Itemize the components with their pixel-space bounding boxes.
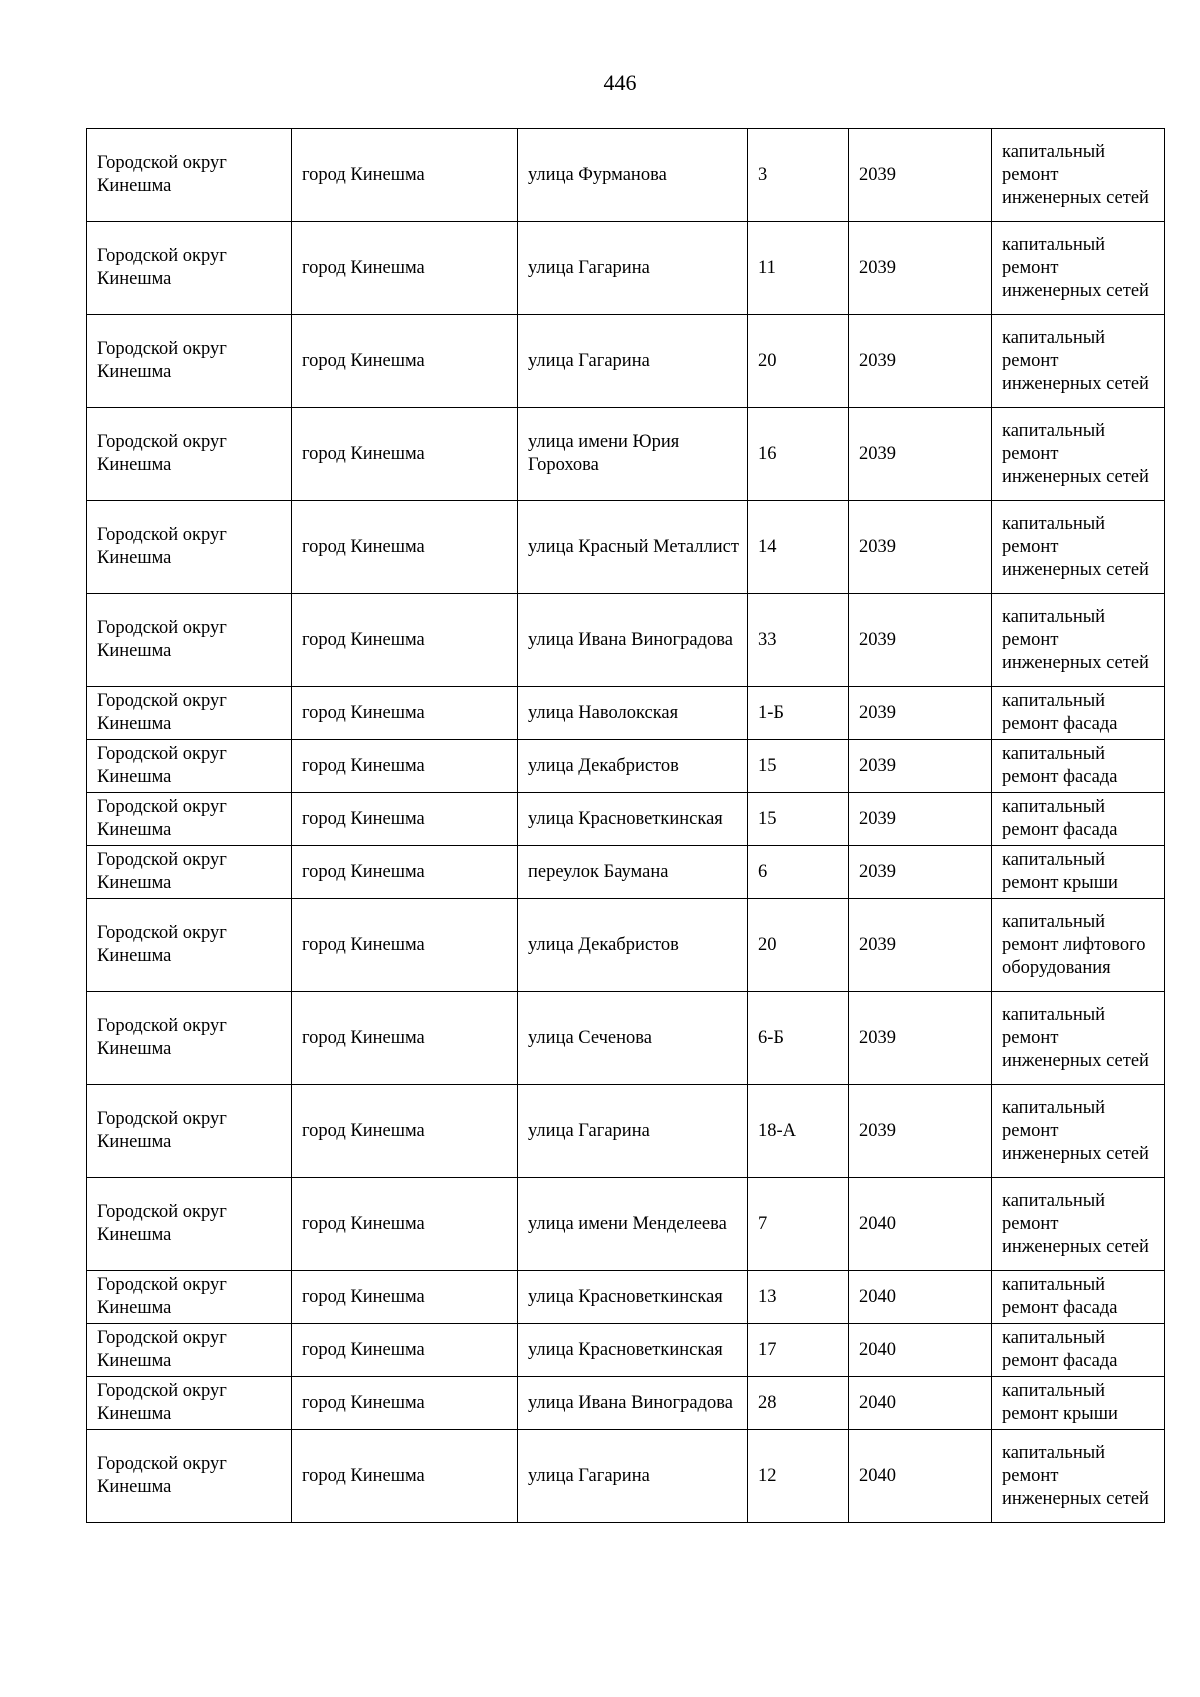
table-row [87,408,1165,501]
work-type-cell: капитальный ремонт инженерных сетей [992,501,1165,594]
work-type-cell: капитальный ремонт инженерных сетей [992,408,1165,501]
district-cell: Городской округ Кинешма [87,1085,292,1178]
district-cell: Городской округ Кинешма [87,1324,292,1377]
year-cell: 2039 [849,501,992,594]
street-cell: улица Гагарина [518,315,748,408]
house-number-cell: 16 [748,408,849,501]
table-row [87,740,1165,793]
street-cell: улица Гагарина [518,1085,748,1178]
locality-cell: город Кинешма [292,594,518,687]
work-type-cell: капитальный ремонт фасада [992,1271,1165,1324]
locality-cell: город Кинешма [292,793,518,846]
table-row [87,1178,1165,1271]
locality-cell: город Кинешма [292,129,518,222]
house-number-cell: 12 [748,1430,849,1523]
year-cell: 2040 [849,1271,992,1324]
year-cell: 2040 [849,1430,992,1523]
table-row [87,594,1165,687]
table-row [87,315,1165,408]
work-type-cell: капитальный ремонт крыши [992,1377,1165,1430]
work-type-cell: капитальный ремонт инженерных сетей [992,129,1165,222]
house-number-cell: 20 [748,899,849,992]
year-cell: 2040 [849,1377,992,1430]
district-cell: Городской округ Кинешма [87,1377,292,1430]
table-row [87,1085,1165,1178]
street-cell: улица имени Менделеева [518,1178,748,1271]
year-cell: 2039 [849,408,992,501]
work-type-cell: капитальный ремонт инженерных сетей [992,1430,1165,1523]
street-cell: улица Наволокская [518,687,748,740]
house-number-cell: 28 [748,1377,849,1430]
work-type-cell: капитальный ремонт фасада [992,687,1165,740]
locality-cell: город Кинешма [292,899,518,992]
work-type-cell: капитальный ремонт инженерных сетей [992,1178,1165,1271]
year-cell: 2039 [849,129,992,222]
street-cell: улица Красноветкинская [518,1271,748,1324]
street-cell: улица Гагарина [518,222,748,315]
district-cell: Городской округ Кинешма [87,222,292,315]
house-number-cell: 13 [748,1271,849,1324]
year-cell: 2039 [849,1085,992,1178]
district-cell: Городской округ Кинешма [87,129,292,222]
house-number-cell: 15 [748,740,849,793]
district-cell: Городской округ Кинешма [87,793,292,846]
street-cell: переулок Баумана [518,846,748,899]
table-row [87,1377,1165,1430]
locality-cell: город Кинешма [292,846,518,899]
work-type-cell: капитальный ремонт инженерных сетей [992,1085,1165,1178]
street-cell: улица Сеченова [518,992,748,1085]
work-type-cell: капитальный ремонт фасада [992,793,1165,846]
locality-cell: город Кинешма [292,992,518,1085]
table-row [87,1271,1165,1324]
page-number: 446 [603,70,637,95]
house-number-cell: 20 [748,315,849,408]
work-type-cell: капитальный ремонт инженерных сетей [992,594,1165,687]
house-number-cell: 15 [748,793,849,846]
street-cell: улица Красный Металлист [518,501,748,594]
year-cell: 2040 [849,1178,992,1271]
locality-cell: город Кинешма [292,1430,518,1523]
house-number-cell: 33 [748,594,849,687]
locality-cell: город Кинешма [292,687,518,740]
table-row [87,1324,1165,1377]
table-body [87,129,1165,1523]
year-cell: 2039 [849,594,992,687]
house-number-cell: 6 [748,846,849,899]
work-type-cell: капитальный ремонт фасада [992,1324,1165,1377]
work-type-cell: капитальный ремонт фасада [992,740,1165,793]
work-type-cell: капитальный ремонт инженерных сетей [992,222,1165,315]
year-cell: 2039 [849,793,992,846]
house-number-cell: 17 [748,1324,849,1377]
street-cell: улица Фурманова [518,129,748,222]
district-cell: Городской округ Кинешма [87,408,292,501]
house-number-cell: 3 [748,129,849,222]
street-cell: улица Красноветкинская [518,793,748,846]
locality-cell: город Кинешма [292,315,518,408]
district-cell: Городской округ Кинешма [87,992,292,1085]
table-row [87,992,1165,1085]
house-number-cell: 1-Б [748,687,849,740]
locality-cell: город Кинешма [292,1271,518,1324]
table-row [87,501,1165,594]
locality-cell: город Кинешма [292,1085,518,1178]
locality-cell: город Кинешма [292,222,518,315]
locality-cell: город Кинешма [292,740,518,793]
house-number-cell: 11 [748,222,849,315]
district-cell: Городской округ Кинешма [87,1430,292,1523]
district-cell: Городской округ Кинешма [87,1271,292,1324]
locality-cell: город Кинешма [292,408,518,501]
year-cell: 2040 [849,1324,992,1377]
district-cell: Городской округ Кинешма [87,594,292,687]
year-cell: 2039 [849,899,992,992]
repair-schedule-table [86,128,1165,1523]
street-cell: улица Красноветкинская [518,1324,748,1377]
locality-cell: город Кинешма [292,1324,518,1377]
year-cell: 2039 [849,740,992,793]
table-row [87,1430,1165,1523]
house-number-cell: 6-Б [748,992,849,1085]
locality-cell: город Кинешма [292,501,518,594]
work-type-cell: капитальный ремонт инженерных сетей [992,315,1165,408]
district-cell: Городской округ Кинешма [87,687,292,740]
table-row [87,899,1165,992]
work-type-cell: капитальный ремонт инженерных сетей [992,992,1165,1085]
street-cell: улица имени Юрия Горохова [518,408,748,501]
year-cell: 2039 [849,222,992,315]
table-row [87,129,1165,222]
house-number-cell: 14 [748,501,849,594]
table-row [87,793,1165,846]
street-cell: улица Гагарина [518,1430,748,1523]
year-cell: 2039 [849,992,992,1085]
locality-cell: город Кинешма [292,1377,518,1430]
district-cell: Городской округ Кинешма [87,740,292,793]
year-cell: 2039 [849,687,992,740]
street-cell: улица Декабристов [518,740,748,793]
district-cell: Городской округ Кинешма [87,315,292,408]
house-number-cell: 18-А [748,1085,849,1178]
street-cell: улица Декабристов [518,899,748,992]
locality-cell: город Кинешма [292,1178,518,1271]
work-type-cell: капитальный ремонт лифтового оборудования [992,899,1165,992]
house-number-cell: 7 [748,1178,849,1271]
district-cell: Городской округ Кинешма [87,846,292,899]
table-row [87,222,1165,315]
street-cell: улица Ивана Виноградова [518,594,748,687]
table-row [87,846,1165,899]
district-cell: Городской округ Кинешма [87,1178,292,1271]
street-cell: улица Ивана Виноградова [518,1377,748,1430]
district-cell: Городской округ Кинешма [87,899,292,992]
year-cell: 2039 [849,846,992,899]
district-cell: Городской округ Кинешма [87,501,292,594]
table-row [87,687,1165,740]
work-type-cell: капитальный ремонт крыши [992,846,1165,899]
year-cell: 2039 [849,315,992,408]
